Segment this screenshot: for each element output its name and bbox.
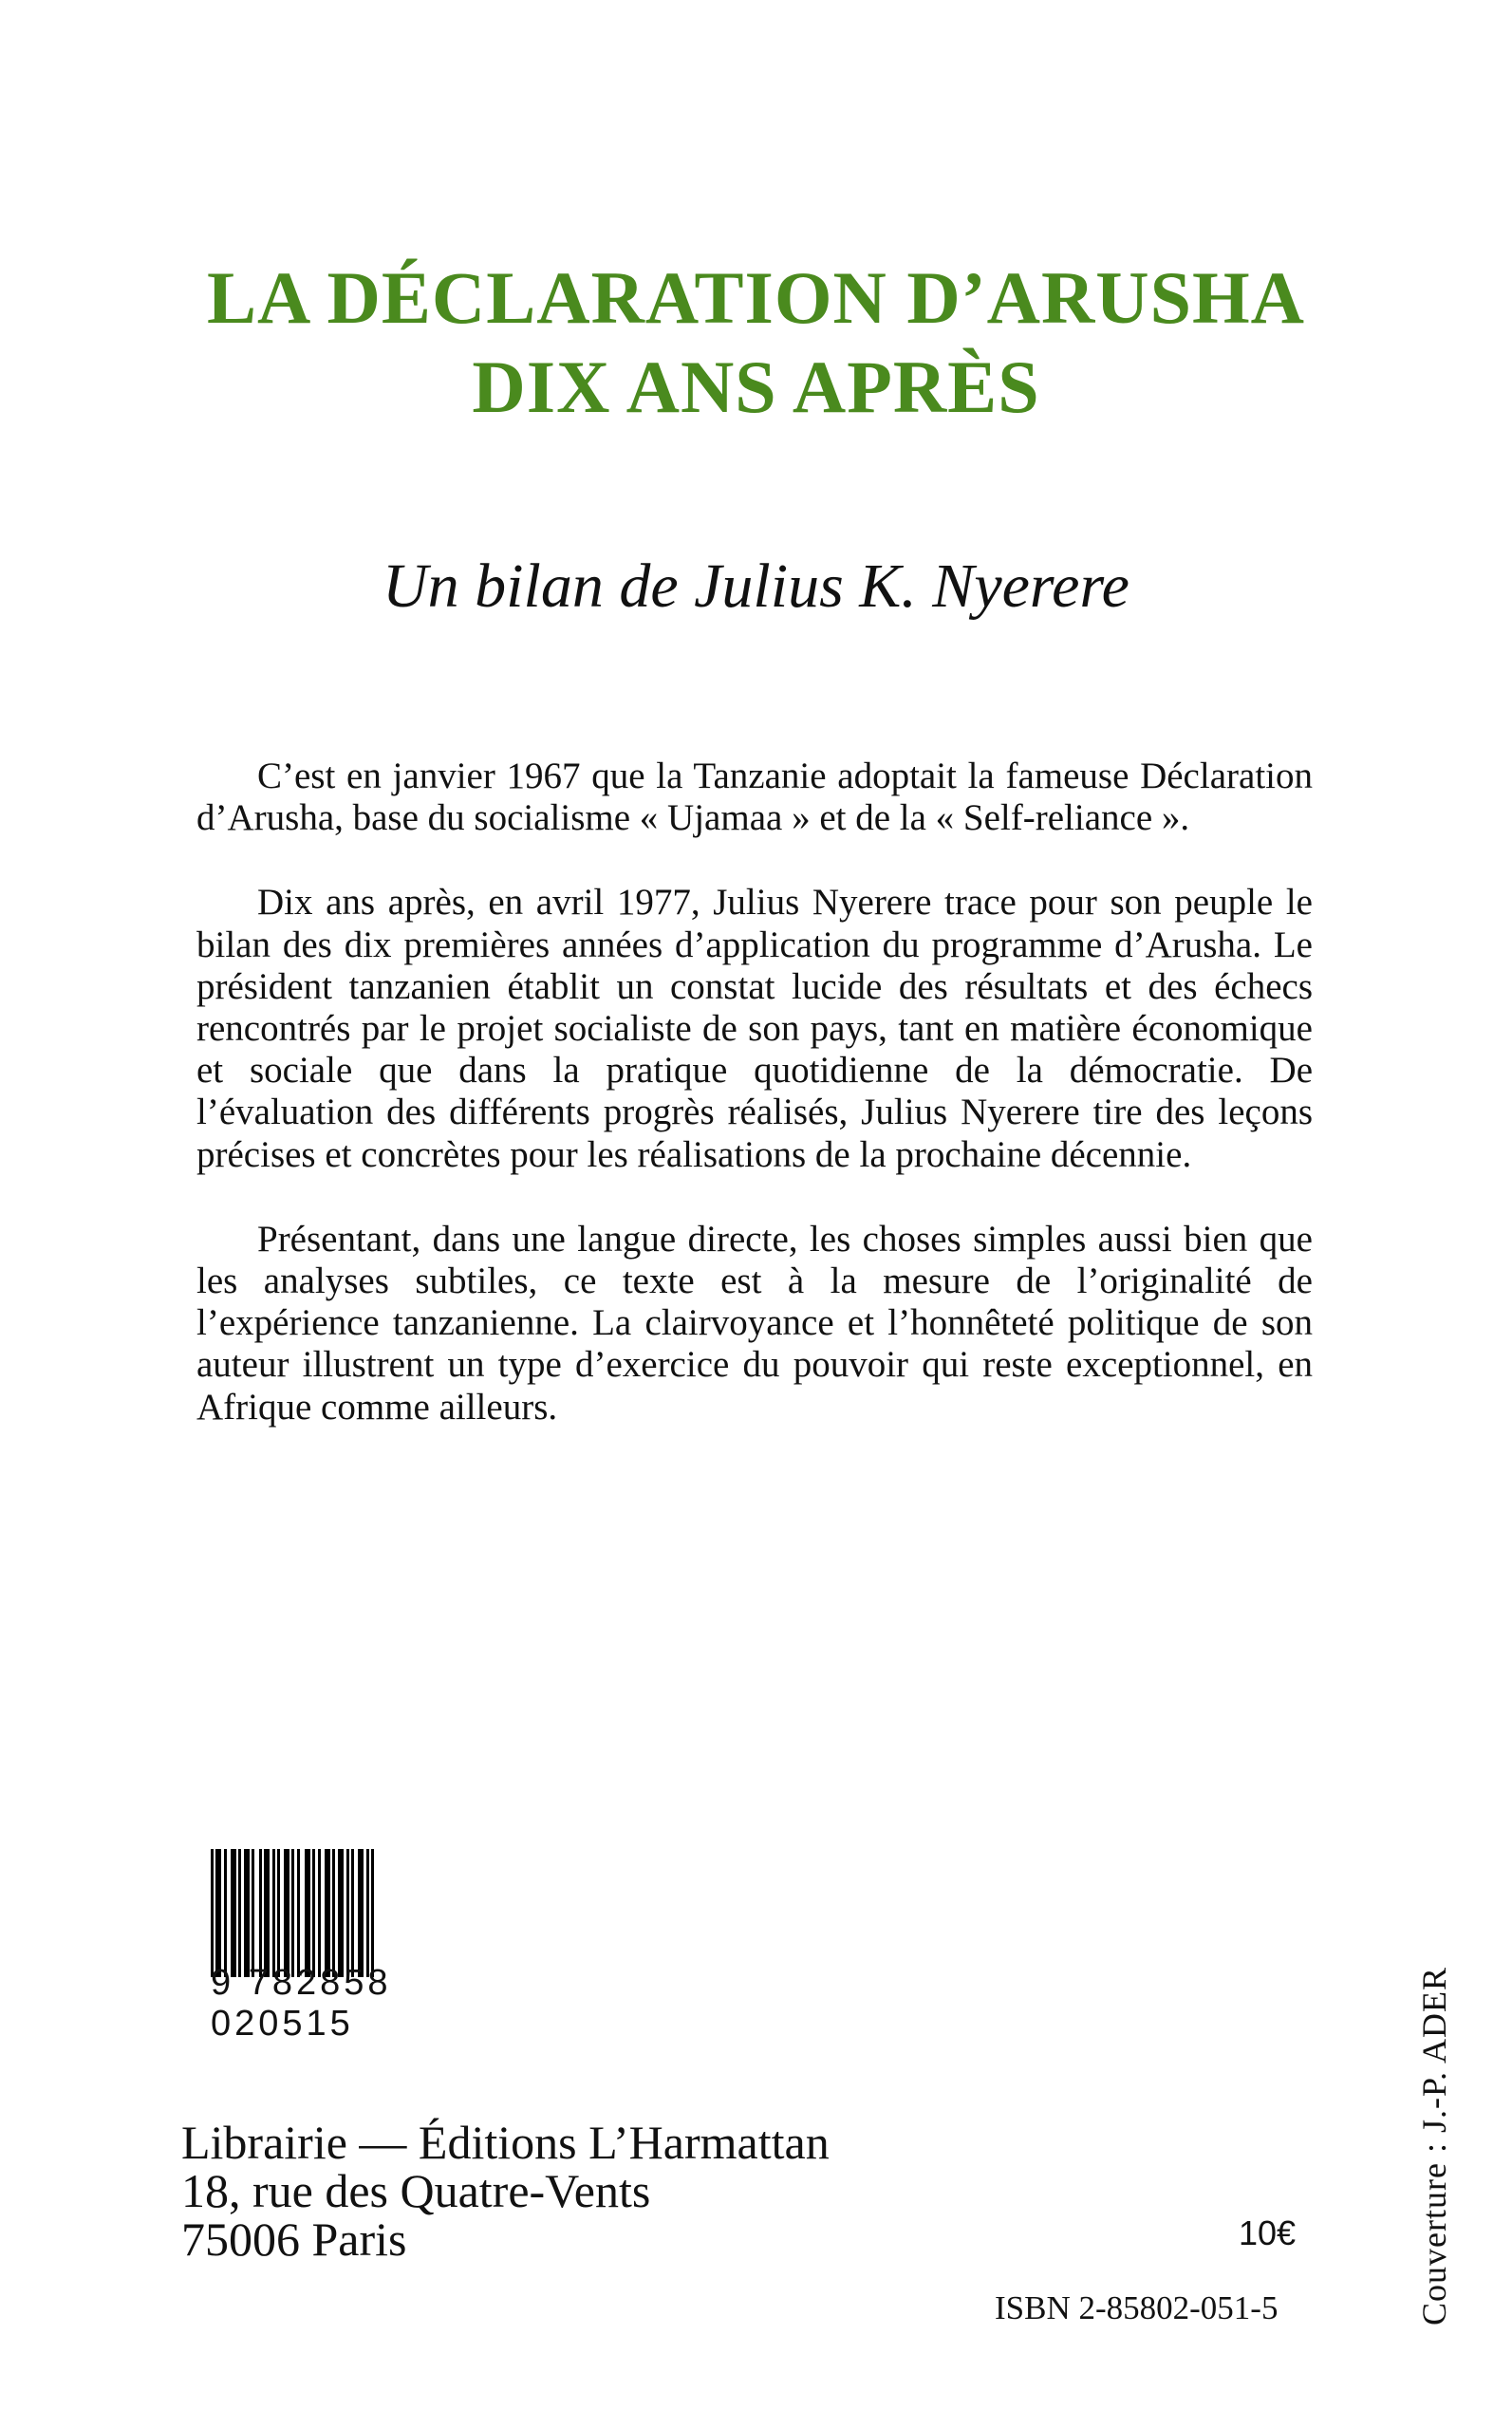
barcode-bar xyxy=(259,1849,262,1977)
blurb xyxy=(196,756,1313,1471)
publisher-city: 75006 Paris xyxy=(181,2213,407,2266)
blurb-paragraph: Présentant, dans une langue directe, les choses simples aussi bien que les analyses subtiles, ce texte est à la mesure de l’originalité de l’expérience tanzanienne. La clairvoyance et l’honnêteté politique de son auteur illustrent un type d’exercice du pouvoir qui reste exceptionnel, en Afrique comme ailleurs. xyxy=(196,1218,1313,1428)
barcode-digits: 9 782858 020515 xyxy=(211,1963,392,2044)
barcode-bar xyxy=(277,1849,280,1977)
barcode-bar xyxy=(312,1849,315,1977)
barcode-bar xyxy=(244,1849,250,1977)
barcode-bar xyxy=(351,1849,354,1977)
barcode-bar xyxy=(291,1849,294,1977)
barcode-bar xyxy=(325,1849,330,1977)
barcode-bar xyxy=(264,1849,270,1977)
publisher-name: Librairie — Éditions L’Harmattan xyxy=(181,2116,830,2169)
blurb-paragraph: Dix ans après, en avril 1977, Julius Nyerere trace pour son peuple le bilan des dix premières années d’application du programme d’Arusha. Le président tanzanien établit un constat lucide des résultats et des échecs rencontrés par le projet socialiste de son pays, tant en matière économique et sociale que dans la pratique quotidienne de la démocratie. De l’évaluation des différents progrès réalisés, Julius Nyerere tire des leçons précises et concrètes pour les réalisations de la prochaine décennie. xyxy=(196,882,1313,1175)
barcode-bar xyxy=(371,1849,374,1977)
isbn: ISBN 2-85802-051-5 xyxy=(995,2289,1279,2326)
barcode-bar xyxy=(272,1849,275,1977)
publisher-address xyxy=(181,2116,830,2266)
price: 10€ xyxy=(1239,2213,1297,2252)
barcode-bar xyxy=(238,1849,241,1977)
publisher-street: 18, rue des Quatre-Vents xyxy=(181,2164,651,2217)
subtitle: Un bilan de Julius K. Nyerere xyxy=(383,551,1129,621)
barcode xyxy=(211,1849,548,2044)
barcode-bar xyxy=(231,1849,236,1977)
barcode-bar xyxy=(284,1849,289,1977)
barcode-bar xyxy=(358,1849,364,1977)
barcode-bar xyxy=(211,1849,214,1977)
barcode-bar xyxy=(346,1849,349,1977)
barcode-bars xyxy=(211,1849,548,1977)
barcode-bar xyxy=(252,1849,254,1977)
barcode-bar xyxy=(297,1849,300,1977)
barcode-bar xyxy=(305,1849,310,1977)
title-line-2: DIX ANS APRÈS xyxy=(472,345,1040,428)
barcode-bar xyxy=(224,1849,227,1977)
title-line-1: LA DÉCLARATION D’ARUSHA xyxy=(206,256,1305,339)
barcode-bar xyxy=(366,1849,369,1977)
barcode-bar xyxy=(215,1849,221,1977)
barcode-bar xyxy=(338,1849,344,1977)
barcode-bar xyxy=(332,1849,335,1977)
blurb-paragraph: C’est en janvier 1967 que la Tanzanie adoptait la fameuse Déclaration d’Arusha, base du socialisme « Ujamaa » et de la « Self-reliance ». xyxy=(196,756,1313,839)
cover-credit: Couverture : J.-P. ADER xyxy=(1415,1967,1453,2325)
barcode-bar xyxy=(318,1849,321,1977)
